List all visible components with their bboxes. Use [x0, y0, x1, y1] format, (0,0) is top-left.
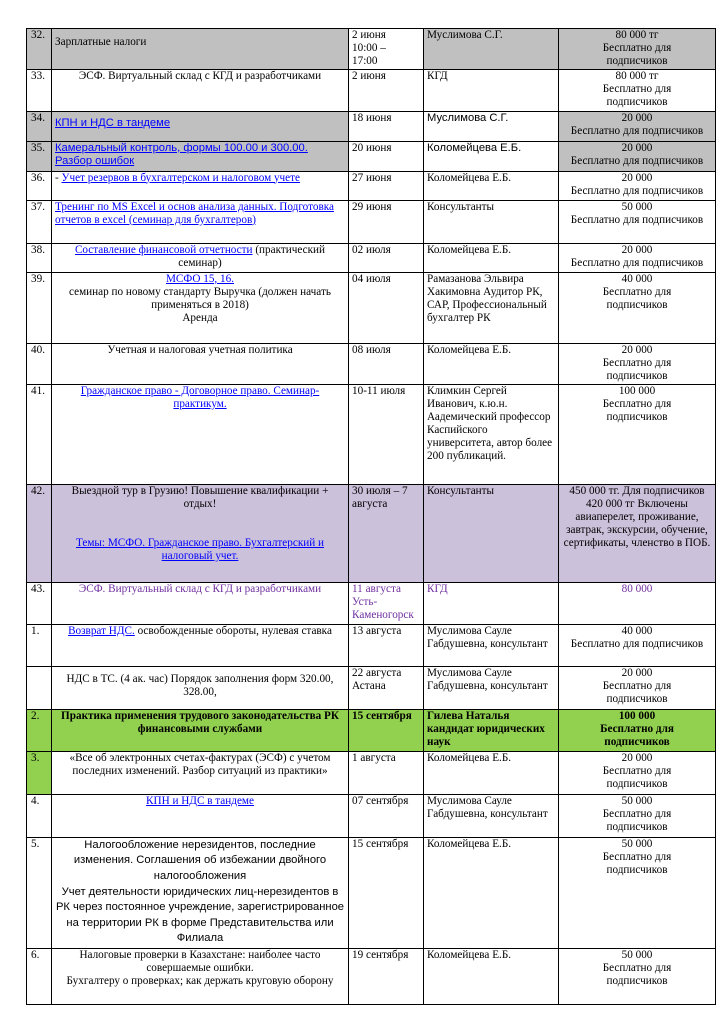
seminar-price: 100 000 Бесплатно для подписчиков [559, 384, 716, 484]
seminar-speaker: КГД [424, 582, 559, 624]
seminar-price: 80 000 тг Бесплатно для подписчиков [559, 70, 716, 111]
row-number: 36. [27, 171, 52, 200]
table-row [27, 243, 716, 272]
seminar-schedule [26, 28, 715, 1005]
seminar-topic: Налогообложение нерезидентов, последние изменения. Соглашения об избежании двойного налогообложения Учет деятельности юридических лиц-нерезидентов в РК через постоянное учреждение, зарегистрированное на территории РК в форме Представительства или Филиала [52, 837, 349, 948]
seminar-topic: Выездной тур в Грузию! Повышение квалификации + отдых! Темы: МСФО. Гражданское право. Бухгалтерский и налоговый учет. [52, 484, 349, 582]
seminar-price: 20 000 Бесплатно для подписчиков [559, 666, 716, 709]
seminar-topic: - Учет резервов в бухгалтерском и налоговом учете [52, 171, 349, 200]
row-number: 3. [27, 751, 52, 794]
seminar-topic: Возврат НДС. освобожденные обороты, нулевая ставка [52, 624, 349, 666]
seminar-topic [52, 200, 349, 243]
row-number: 2. [27, 709, 52, 751]
seminar-date: 29 июня [349, 200, 424, 243]
seminar-date: 07 сентября [349, 794, 424, 837]
row-number: 33. [27, 70, 52, 111]
seminar-price: 50 000 Бесплатно для подписчиков [559, 794, 716, 837]
row-number: 35. [27, 141, 52, 171]
seminar-date: 22 августа Астана [349, 666, 424, 709]
seminar-speaker: Коломейцева Е.Б. [424, 751, 559, 794]
table-row [27, 709, 716, 751]
seminar-topic [52, 794, 349, 837]
seminar-date: 18 июня [349, 111, 424, 141]
seminar-speaker: Коломейцева Е.Б. [424, 243, 559, 272]
row-number: 39. [27, 272, 52, 343]
table-row [27, 794, 716, 837]
seminar-date: 2 июня [349, 70, 424, 111]
seminar-speaker: Муслимова Сауле Габдушевна, консультант [424, 666, 559, 709]
table-row [27, 111, 716, 141]
row-number: 6. [27, 949, 52, 1005]
row-number: 38. [27, 243, 52, 272]
table-row [27, 272, 716, 343]
seminar-price: 100 000 Бесплатно для подписчиков [559, 709, 716, 751]
seminar-date: 04 июля [349, 272, 424, 343]
table-row [27, 949, 716, 1005]
row-number: 41. [27, 384, 52, 484]
seminar-date: 11 августа Усть-Каменогорск [349, 582, 424, 624]
seminar-speaker: КГД [424, 70, 559, 111]
row-number: 34. [27, 111, 52, 141]
seminar-date: 20 июня [349, 141, 424, 171]
table-row [27, 484, 716, 582]
seminar-link[interactable]: КПН и НДС в тандеме [55, 116, 171, 129]
table-row [27, 624, 716, 666]
seminar-price: 40 000 Бесплатно для подписчиков [559, 624, 716, 666]
seminar-speaker: Консультанты [424, 200, 559, 243]
seminar-speaker: Коломейцева Е.Б. [424, 343, 559, 384]
seminar-speaker: Коломейцева Е.Б. [424, 171, 559, 200]
seminar-topic: НДС в ТС. (4 ак. час) Порядок заполнения форм 320.00, 328.00, [52, 666, 349, 709]
seminar-price: 20 000 Бесплатно для подписчиков [559, 751, 716, 794]
seminar-price: 20 000 Бесплатно для подписчиков [559, 343, 716, 384]
table-row [27, 200, 716, 243]
seminar-date: 02 июля [349, 243, 424, 272]
seminar-price: 20 000 Бесплатно для подписчиков [559, 243, 716, 272]
schedule-table [26, 28, 716, 1005]
seminar-link[interactable]: Тренинг по MS Excel и основ анализа данных. Подготовка отчетов в excel (семинар для бухгалтеров) [55, 200, 334, 226]
table-row [27, 751, 716, 794]
seminar-date: 15 сентября [349, 709, 424, 751]
seminar-date: 2 июня 10:00 – 17:00 [349, 29, 424, 70]
table-row [27, 29, 716, 70]
seminar-topic: «Все об электронных счетах-фактурах (ЭСФ) с учетом последних изменений. Разбор ситуаций из практики» [52, 751, 349, 794]
seminar-topic: Практика применения трудового законодательства РК финансовыми службами [52, 709, 349, 751]
seminar-link[interactable]: Возврат НДС. [68, 624, 135, 637]
row-number [27, 666, 52, 709]
row-number: 32. [27, 29, 52, 70]
table-row [27, 343, 716, 384]
seminar-date: 13 августа [349, 624, 424, 666]
seminar-speaker: Коломейцева Е.Б. [424, 837, 559, 948]
seminar-speaker: Коломейцева Е.Б. [424, 949, 559, 1005]
seminar-speaker: Коломейцева Е.Б. [424, 141, 559, 171]
seminar-price: 80 000 [559, 582, 716, 624]
seminar-price: 50 000 Бесплатно для подписчиков [559, 837, 716, 948]
row-number: 37. [27, 200, 52, 243]
seminar-price: 20 000 Бесплатно для подписчиков [559, 141, 716, 171]
seminar-link[interactable]: Камеральный контроль, формы 100.00 и 300.00. Разбор ошибок [55, 141, 308, 167]
seminar-link[interactable]: Гражданское право - Договорное право. Семинар-практикум. [80, 384, 320, 410]
table-row [27, 666, 716, 709]
seminar-date: 30 июля – 7 августа [349, 484, 424, 582]
row-number: 40. [27, 343, 52, 384]
seminar-price: 20 000 Бесплатно для подписчиков [559, 171, 716, 200]
seminar-date: 08 июля [349, 343, 424, 384]
seminar-date: 10-11 июля [349, 384, 424, 484]
seminar-price: 80 000 тг Бесплатно для подписчиков [559, 29, 716, 70]
row-number: 43. [27, 582, 52, 624]
seminar-speaker: Консультанты [424, 484, 559, 582]
seminar-date: 19 сентября [349, 949, 424, 1005]
seminar-speaker: Муслимова Сауле Габдушевна, консультант [424, 794, 559, 837]
table-row [27, 384, 716, 484]
seminar-topic: Зарплатные налоги [52, 29, 349, 70]
seminar-speaker: Муслимова Сауле Габдушевна, консультант [424, 624, 559, 666]
seminar-price: 50 000 Бесплатно для подписчиков [559, 949, 716, 1005]
row-number: 1. [27, 624, 52, 666]
seminar-speaker: Муслимова С.Г. [424, 29, 559, 70]
table-row [27, 582, 716, 624]
row-number: 4. [27, 794, 52, 837]
table-row [27, 70, 716, 111]
seminar-price: 40 000 Бесплатно для подписчиков [559, 272, 716, 343]
seminar-price: 450 000 тг. Для подписчиков 420 000 тг Включены авиаперелет, проживание, завтрак, экскурсии, обучение, сертификаты, членство в ПОБ. [559, 484, 716, 582]
seminar-speaker: Рамазанова Эльвира Хакимовна Аудитор РК, САР, Профессиональный бухгалтер РК [424, 272, 559, 343]
table-row [27, 837, 716, 948]
seminar-speaker: Климкин Сергей Иванович, к.ю.н. Аадемический профессор Каспийского университета, автор более 200 публикаций. [424, 384, 559, 484]
seminar-topic [52, 384, 349, 484]
seminar-link[interactable]: КПН и НДС в тандеме [146, 794, 254, 807]
seminar-link[interactable]: Учет резервов в бухгалтерском и налоговом учете [61, 171, 301, 184]
row-number: 42. [27, 484, 52, 582]
seminar-topic [52, 141, 349, 171]
seminar-price: 20 000 Бесплатно для подписчиков [559, 111, 716, 141]
seminar-date: 1 августа [349, 751, 424, 794]
seminar-topic: Налоговые проверки в Казахстане: наиболее часто совершаемые ошибки. Бухгалтеру о проверках; как держать круговую оборону [52, 949, 349, 1005]
seminar-link[interactable]: Составление финансовой отчетности [74, 243, 253, 256]
table-row [27, 141, 716, 171]
seminar-topic: Составление финансовой отчетности (практический семинар) [52, 243, 349, 272]
seminar-date: 15 сентября [349, 837, 424, 948]
seminar-topic: ЭСФ. Виртуальный склад с КГД и разработчиками [52, 70, 349, 111]
seminar-topic [52, 111, 349, 141]
seminar-link[interactable]: Темы: МСФО. Гражданское право. Бухгалтерский и налоговый учет. [75, 537, 325, 563]
seminar-date: 27 июня [349, 171, 424, 200]
seminar-topic: МСФО 15, 16. семинар по новому стандарту Выручка (должен начать применяться в 2018) Аренда [52, 272, 349, 343]
seminar-price: 50 000 Бесплатно для подписчиков [559, 200, 716, 243]
seminar-topic: ЭСФ. Виртуальный склад с КГД и разработчиками [52, 582, 349, 624]
seminar-link[interactable]: МСФО 15, 16. [165, 272, 235, 285]
seminar-speaker: Муслимова С.Г. [424, 111, 559, 141]
seminar-speaker: Гилева Наталья кандидат юридических наук [424, 709, 559, 751]
seminar-topic: Учетная и налоговая учетная политика [52, 343, 349, 384]
table-row [27, 171, 716, 200]
row-number: 5. [27, 837, 52, 948]
